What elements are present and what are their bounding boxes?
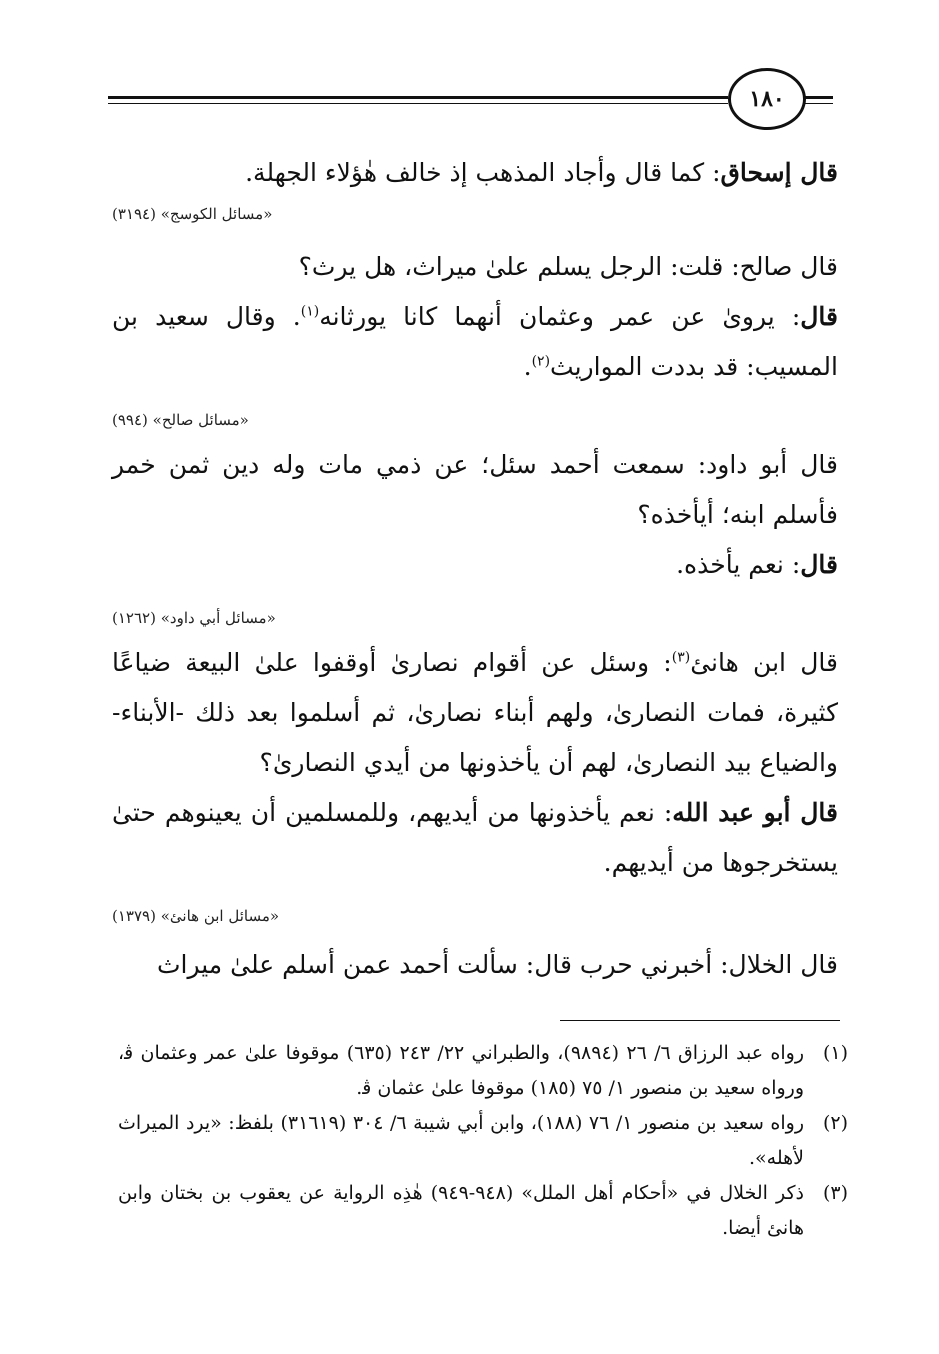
source-citation: «مسائل ابن هانئ» (١٣٧٩) — [112, 907, 280, 925]
footnote-ref[interactable]: (١) — [300, 303, 320, 320]
footnote-number: (٢) — [822, 1112, 848, 1134]
paragraph-text: قال أبو داود: سمعت أحمد سئل؛ عن ذمي مات وله دين ثمن خمر فأسلم ابنه؛ أيأخذه؟ — [112, 450, 838, 529]
footnote-ref[interactable]: (٢) — [531, 353, 551, 370]
footnote-separator — [560, 1020, 840, 1021]
page-number: ١٨٠ — [728, 68, 806, 130]
paragraph — [112, 540, 838, 590]
paragraph-text: : نعم يأخذونها من أيديهم، وللمسلمين أن يعينوهم حتىٰ يستخرجوها من أيديهم. — [112, 798, 838, 877]
paragraph-text: . وقال سعيد بن المسيب: قد بددت المواريث — [112, 302, 838, 381]
paragraph — [112, 440, 838, 540]
source-citation: «مسائل صالح» (٩٩٤) — [112, 411, 249, 429]
footnote-text: رواه عبد الرزاق ٦/ ٢٦ (٩٨٩٤)، والطبراني ٢٢/ ٢٤٣ (٦٣٥) موقوفا علىٰ عمر وعثمان ﭬ، ورواه سعيد بن منصور ١/ ٧٥ (١٨٥) موقوفا علىٰ عثمان ﭬ. — [118, 1042, 804, 1099]
footnote-ref[interactable]: (٣) — [671, 649, 691, 666]
paragraph — [112, 292, 838, 392]
source-citation: «مسائل أبي داود» (١٢٦٢) — [112, 609, 276, 627]
paragraph-text: . — [523, 352, 532, 381]
speaker-label: قال — [800, 550, 838, 579]
footnote — [118, 1106, 848, 1176]
section-4 — [112, 638, 838, 928]
section-1 — [112, 148, 838, 226]
paragraph — [112, 148, 838, 198]
section-5 — [112, 940, 838, 990]
section-2 — [112, 242, 838, 432]
header-rule — [108, 96, 728, 104]
paragraph-text: : يروىٰ عن عمر وعثمان أنهما كانا يورثانه — [319, 302, 801, 331]
paragraph — [112, 638, 838, 788]
paragraph — [112, 788, 838, 888]
footnote — [118, 1036, 848, 1106]
section-3 — [112, 440, 838, 630]
footnote-text: رواه سعيد بن منصور ١/ ٧٦ (١٨٨)، وابن أبي شيبة ٦/ ٣٠٤ (٣١٦١٩) بلفظ: «يرد الميراث لأهله». — [118, 1112, 804, 1169]
paragraph-text: قال ابن هانئ — [690, 648, 838, 677]
header-rule-end — [805, 96, 833, 104]
footnote-number: (٣) — [822, 1182, 848, 1204]
footnotes — [118, 1036, 848, 1246]
speaker-label: قال — [800, 302, 838, 331]
paragraph-text: : نعم يأخذه. — [676, 550, 801, 579]
footnote-number: (١) — [822, 1042, 848, 1064]
paragraph-text: : وسئل عن أقوام نصارىٰ أوقفوا علىٰ البيعة ضياعًا كثيرة، فمات النصارىٰ، ولهم أبناء نصارىٰ، ثم أسلموا بعد ذلك -الأبناء- والضياع بيد النصارىٰ، لهم أن يأخذونها من أيدي النصارىٰ؟ — [112, 648, 838, 777]
paragraph-text: قال الخلال: أخبرني حرب قال: سألت أحمد عمن أسلم علىٰ ميراث — [156, 950, 838, 979]
speaker-label: قال إسحاق — [720, 158, 838, 187]
paragraph-text: : كما قال وأجاد المذهب إذ خالف هٰؤلاء الجهلة. — [245, 158, 721, 187]
footnote — [118, 1176, 848, 1246]
footnote-text: ذكر الخلال في «أحكام أهل الملل» (٩٤٨-٩٤٩) هٰذِه الرواية عن يعقوب بن بختان وابن هانئ أيضا. — [118, 1182, 805, 1239]
paragraph-text: قال صالح: قلت: الرجل يسلم علىٰ ميراث، هل يرث؟ — [298, 252, 838, 281]
paragraph — [112, 242, 838, 292]
speaker-label: قال أبو عبد الله — [672, 798, 838, 827]
source-citation: «مسائل الكوسج» (٣١٩٤) — [112, 205, 273, 223]
paragraph — [112, 940, 838, 990]
